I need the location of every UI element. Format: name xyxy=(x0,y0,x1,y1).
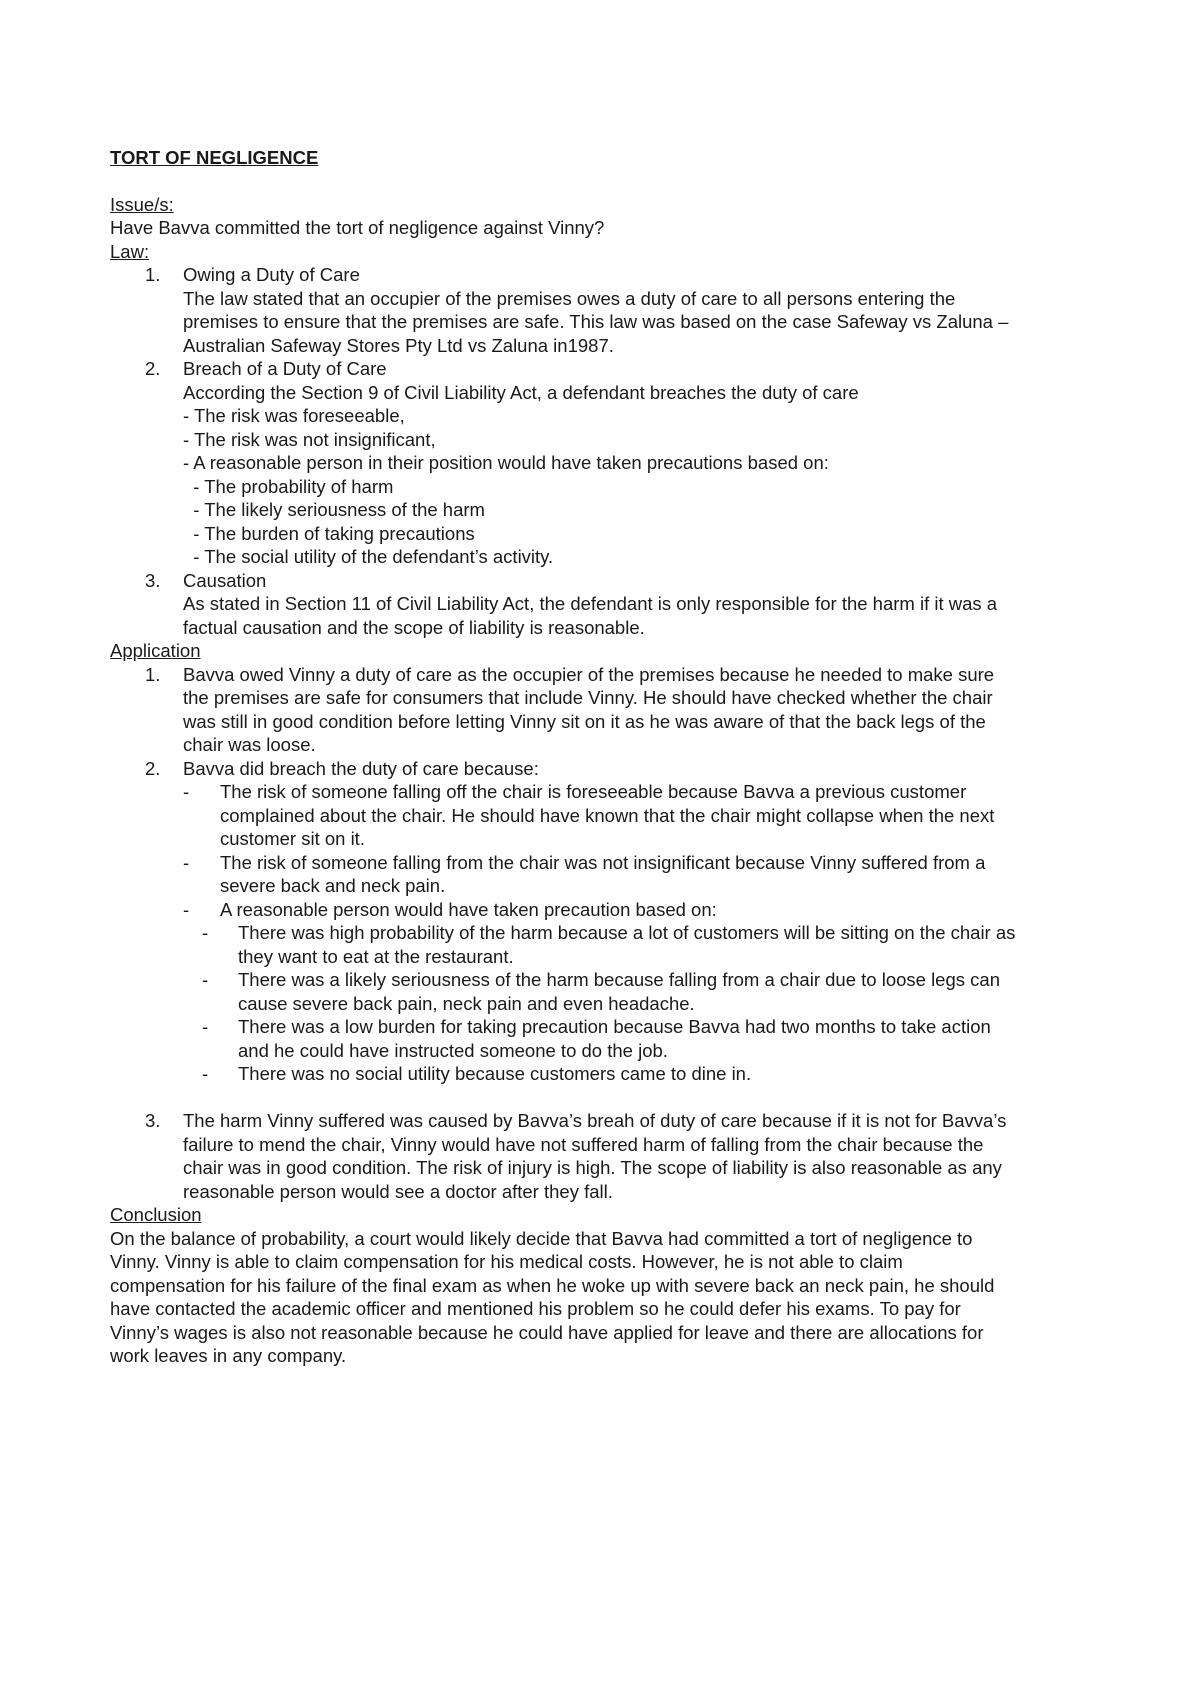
law-item-line: Australian Safeway Stores Pty Ltd vs Zaluna in1987. xyxy=(183,334,614,356)
conclusion-line: Vinny. Vinny is able to claim compensation for his medical costs. However, he is not able to claim xyxy=(110,1251,903,1272)
list-item-line: The risk of someone falling off the chair is foreseeable because Bavva a previous customer xyxy=(220,781,967,802)
law-item-line: As stated in Section 11 of Civil Liability Act, the defendant is only responsible for the harm if it was a xyxy=(183,593,998,614)
sub-list-item-line: cause severe back pain, neck pain and even headache. xyxy=(238,992,695,1014)
application-item-breach xyxy=(110,757,1100,781)
law-item-line: - The likely seriousness of the harm xyxy=(183,499,485,520)
sub-list-item-line: There was a likely seriousness of the harm because falling from a chair due to loose legs can xyxy=(238,969,1000,990)
application-line: chair was in good condition. The risk of injury is high. The scope of liability is also reasonable as any xyxy=(183,1157,1002,1178)
sub-list-item-line: There was a low burden for taking precaution because Bavva had two months to take action xyxy=(238,1016,991,1037)
list-item xyxy=(110,851,1100,898)
law-item-heading: Causation xyxy=(183,569,267,591)
application-line: The harm Vinny suffered was caused by Bavva’s breah of duty of care because if it is not for Bavva’s xyxy=(183,1110,1007,1131)
application-item-number: 1. xyxy=(145,663,161,685)
dash-marker: - xyxy=(202,969,209,990)
dash-marker: - xyxy=(202,1063,209,1084)
document-page xyxy=(110,146,1100,1368)
conclusion-line: Vinny’s wages is also not reasonable because he could have applied for leave and there are allocations for xyxy=(110,1321,984,1343)
issue-heading: Issue/s: xyxy=(110,193,174,215)
law-item-line: - The social utility of the defendant’s activity. xyxy=(183,546,554,567)
dash-marker: - xyxy=(183,781,190,802)
blank-line xyxy=(110,1086,1100,1110)
sub-list-item-line: they want to eat at the restaurant. xyxy=(238,945,514,967)
application-line: Bavva owed Vinny a duty of care as the occupier of the premises because he needed to make sure xyxy=(183,663,995,685)
issue-text: Have Bavva committed the tort of negligence against Vinny? xyxy=(110,217,605,238)
application-line: the premises are safe for consumers that include Vinny. He should have checked whether the chair xyxy=(183,687,993,708)
law-item-number: 3. xyxy=(145,569,161,591)
application-item-number: 2. xyxy=(145,757,161,779)
dash-marker: - xyxy=(183,851,190,873)
application-item-causation xyxy=(110,1109,1100,1203)
law-heading: Law: xyxy=(110,240,150,262)
application-line: failure to mend the chair, Vinny would have not suffered harm of falling from the chair because the xyxy=(183,1133,984,1155)
dash-marker: - xyxy=(183,898,190,920)
law-item-line: The law stated that an occupier of the premises owes a duty of care to all persons entering the xyxy=(183,287,956,309)
sub-list-item-line: and he could have instructed someone to do the job. xyxy=(238,1039,668,1061)
law-item-heading: Owing a Duty of Care xyxy=(183,264,360,285)
conclusion-line: have contacted the academic officer and mentioned his problem so he could defer his exams. To pay for xyxy=(110,1298,961,1319)
law-item-heading: Breach of a Duty of Care xyxy=(183,358,387,379)
law-item-causation xyxy=(110,569,1100,640)
document-title: TORT OF NEGLIGENCE xyxy=(110,147,319,168)
list-item xyxy=(110,898,1100,922)
application-item-duty xyxy=(110,663,1100,757)
law-item-line: - A reasonable person in their position would have taken precautions based on: xyxy=(183,452,829,473)
conclusion-line: On the balance of probability, a court would likely decide that Bavva had committed a tort of negligence to xyxy=(110,1227,973,1249)
law-item-duty-of-care xyxy=(110,263,1100,357)
sub-list-item-line: There was no social utility because customers came to dine in. xyxy=(238,1063,752,1084)
list-item-line: customer sit on it. xyxy=(220,828,365,849)
application-item-number: 3. xyxy=(145,1110,161,1131)
conclusion-line: compensation for his failure of the final exam as when he woke up with severe back an neck pain, he should xyxy=(110,1274,995,1296)
law-item-number: 1. xyxy=(145,264,161,285)
sub-list-item xyxy=(110,968,1100,1015)
dash-marker: - xyxy=(202,922,209,943)
list-item-line: severe back and neck pain. xyxy=(220,875,446,896)
sub-list-item xyxy=(110,1015,1100,1062)
conclusion-heading: Conclusion xyxy=(110,1204,202,1225)
law-item-line: - The risk was foreseeable, xyxy=(183,405,405,426)
sub-list-item xyxy=(110,1062,1100,1086)
list-item-line: The risk of someone falling from the chair was not insignificant because Vinny suffered from a xyxy=(220,851,986,873)
law-item-line: - The probability of harm xyxy=(183,475,394,497)
conclusion-paragraph xyxy=(110,1227,1100,1368)
law-item-number: 2. xyxy=(145,358,161,379)
law-item-line: - The risk was not insignificant, xyxy=(183,428,436,450)
law-item-line: According the Section 9 of Civil Liability Act, a defendant breaches the duty of care xyxy=(183,381,859,403)
application-heading-line: Bavva did breach the duty of care because: xyxy=(183,757,539,779)
sub-list-item-line: There was high probability of the harm because a lot of customers will be sitting on the chair as xyxy=(238,922,1016,943)
list-item xyxy=(110,780,1100,851)
application-line: was still in good condition before letting Vinny sit on it as he was aware of that the back legs of the xyxy=(183,710,986,732)
law-item-breach xyxy=(110,357,1100,569)
sub-list-item xyxy=(110,921,1100,968)
list-item-line: complained about the chair. He should have known that the chair might collapse when the next xyxy=(220,804,995,826)
list-item-line: A reasonable person would have taken precaution based on: xyxy=(220,898,717,920)
application-heading: Application xyxy=(110,640,201,661)
law-item-line: premises to ensure that the premises are safe. This law was based on the case Safeway vs Zaluna – xyxy=(183,311,1009,332)
application-line: reasonable person would see a doctor after they fall. xyxy=(183,1180,613,1202)
law-item-line: - The burden of taking precautions xyxy=(183,522,475,544)
application-line: chair was loose. xyxy=(183,734,316,755)
law-item-line: factual causation and the scope of liability is reasonable. xyxy=(183,616,645,638)
conclusion-line: work leaves in any company. xyxy=(110,1345,347,1366)
dash-marker: - xyxy=(202,1016,209,1037)
